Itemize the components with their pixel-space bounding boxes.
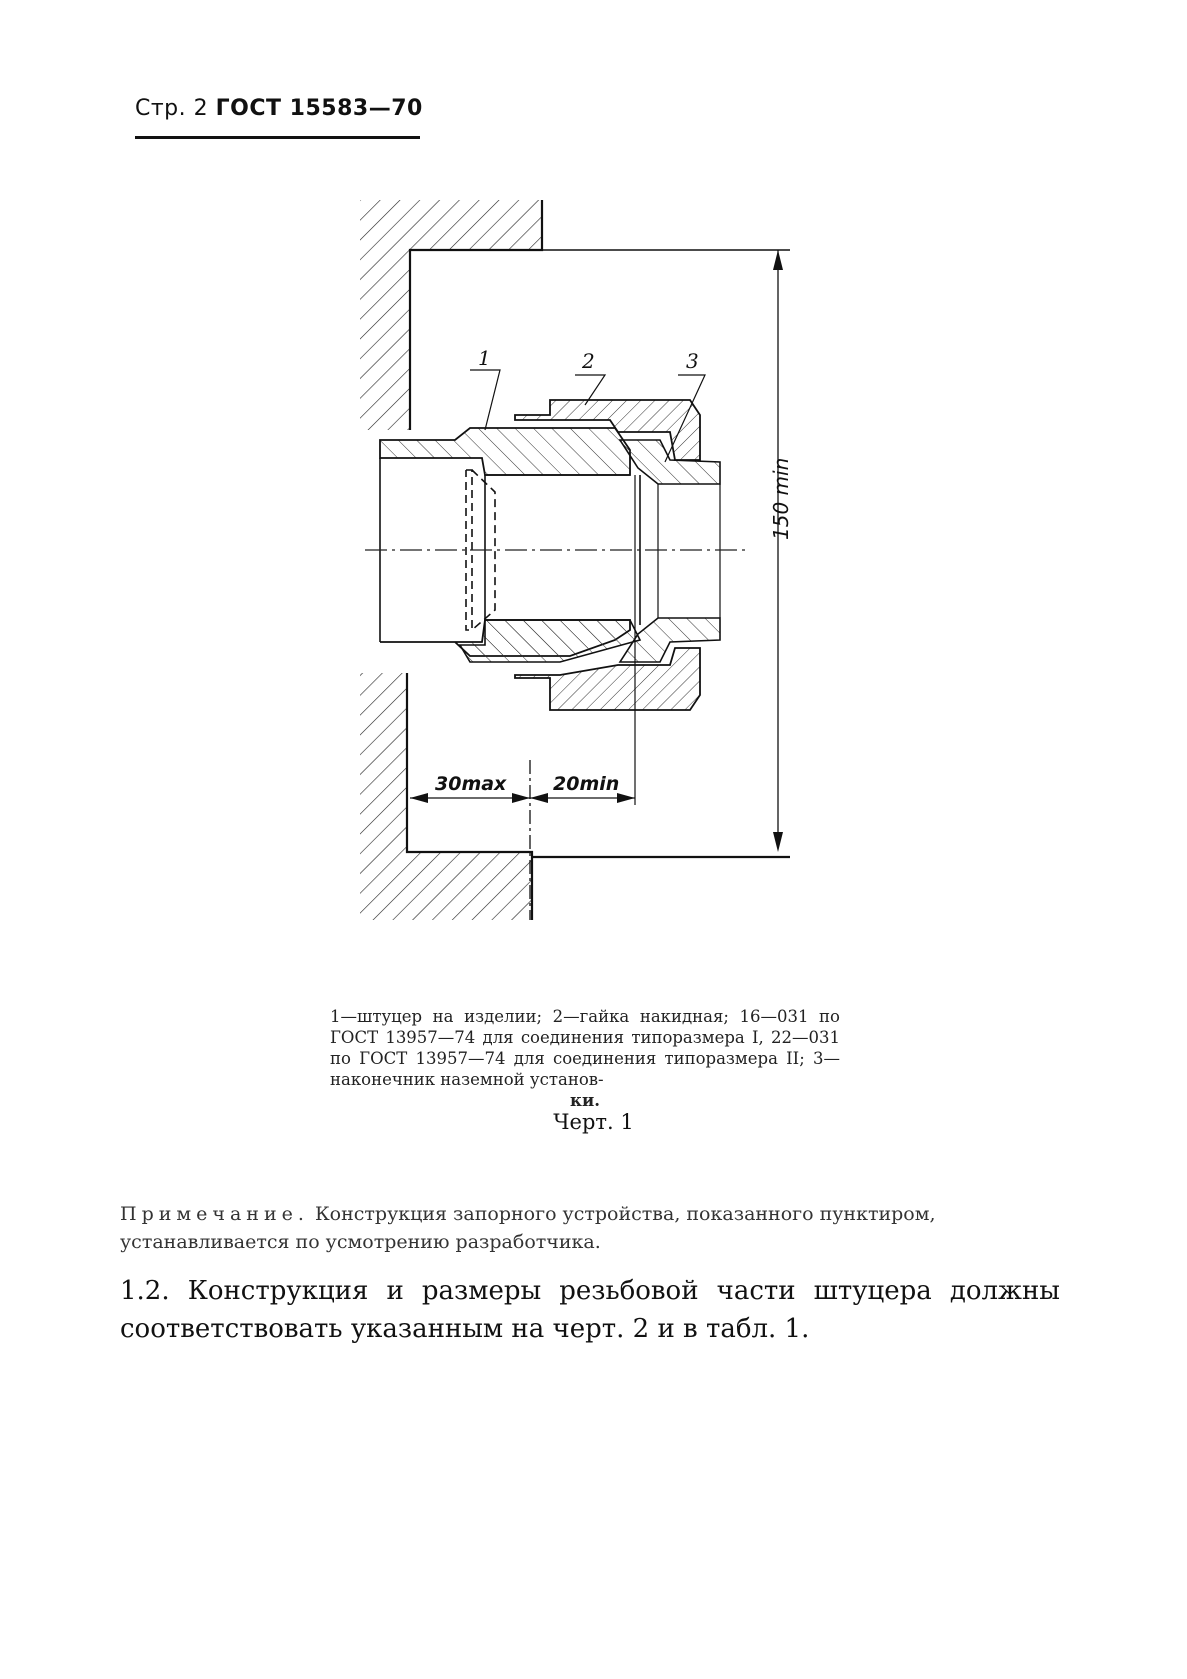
dimension-height — [769, 250, 793, 852]
upper-wall — [360, 200, 542, 430]
note-text: Конструкция запорного устройства, показанного пунктиром, устанавливается по усмотрению разработчика. — [120, 1203, 936, 1253]
dimension-bottom — [410, 773, 635, 803]
technical-drawing — [360, 200, 860, 990]
fitting-body — [380, 400, 720, 710]
paragraph-1-2: 1.2. Конструкция и размеры резьбовой части штуцера должны соответствовать указанным на черт. 2 и в табл. 1. — [120, 1276, 1060, 1344]
page-number: Стр. 2 — [135, 96, 209, 121]
caption-text: 1—штуцер на изделии; 2—гайка накидная; 16—031 по ГОСТ 13957—74 для соединения типоразмера I, 22—031 по ГОСТ 13957—74 для соединения типоразмера II; 3—наконечник наземной установ- — [330, 1007, 840, 1089]
page-header — [135, 96, 423, 121]
header-rule — [135, 136, 420, 139]
figure-caption — [330, 1006, 840, 1111]
callout-3: 3 — [686, 349, 699, 373]
dimension-height-label: 150 min — [769, 457, 793, 540]
callout-2: 2 — [582, 349, 595, 373]
caption-end: ки. — [570, 1091, 600, 1110]
dimension-right-label: 20min — [553, 773, 620, 795]
dimension-left-label: 30max — [435, 773, 507, 795]
callout-1: 1 — [478, 346, 491, 370]
standard-designation: ГОСТ 15583—70 — [215, 96, 423, 121]
note — [120, 1200, 1050, 1256]
note-lead: Примечание. — [120, 1203, 309, 1225]
figure-label: Черт. 1 — [553, 1110, 634, 1134]
lower-wall — [360, 673, 532, 920]
